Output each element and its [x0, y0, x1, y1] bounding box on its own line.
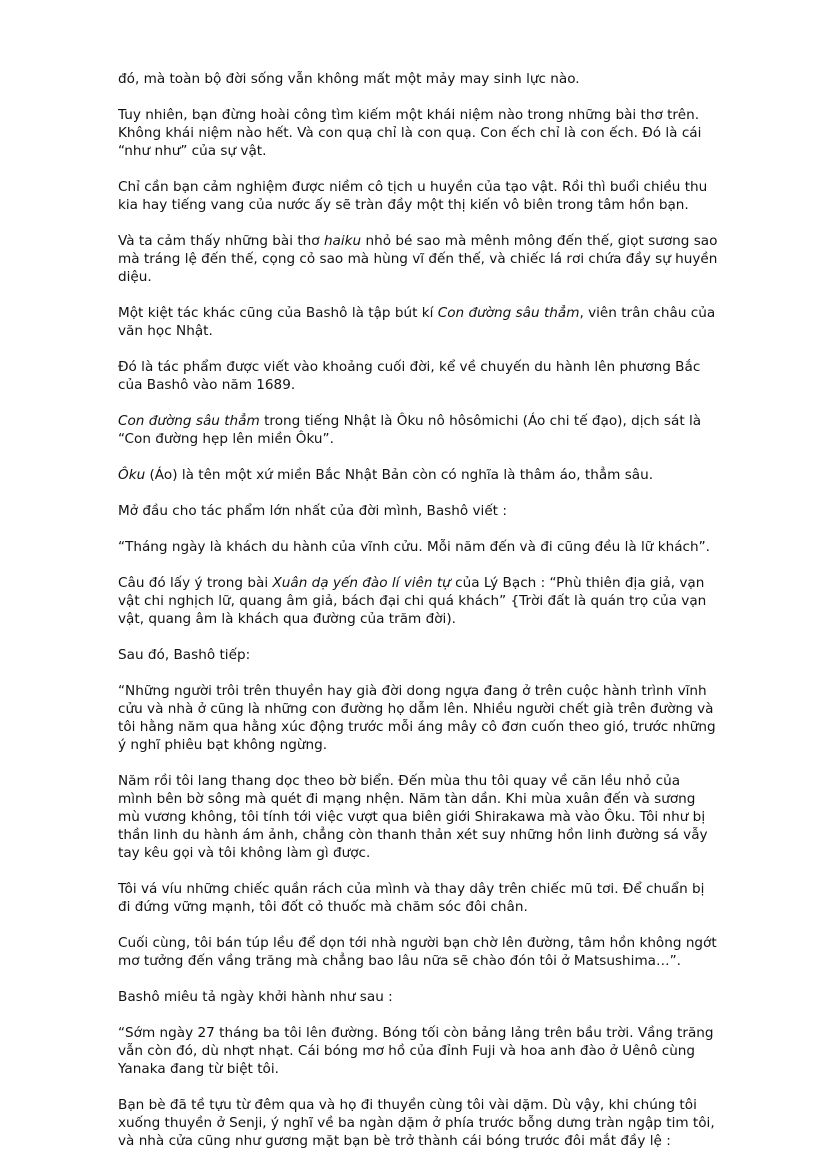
paragraph [118, 106, 718, 160]
text-run: đó, mà toàn bộ đời sống vẫn không mất một mảy may sinh lực nào. [118, 71, 580, 87]
text-run: Chỉ cần bạn cảm nghiệm được niềm cô tịch u huyền của tạo vật. Rồi thì buổi chiều thu kia hay tiếng vang của nước ấy sẽ tràn đầy một thị kiến vô biên trong tâm hồn bạn. [118, 179, 708, 213]
text-run: trong tiếng Nhật là Ôku nô hôsômichi (Áo chi tế đạo), dịch sát là “Con đường hẹp lên miền Ôku”. [118, 413, 702, 447]
text-run: nhỏ bé sao mà mênh mông đến thế, giọt sương sao mà tráng lệ đến thế, cọng cỏ sao mà hùng vĩ đến thế, và chiếc lá rơi chứa đầy sự huyền diệu. [118, 233, 718, 285]
italic-text: Ôku [118, 467, 146, 483]
text-run: Câu đó lấy ý trong bài [118, 575, 273, 591]
text-run: Tuy nhiên, bạn đừng hoài công tìm kiếm một khái niệm nào trong những bài thơ trên. Không khái niệm nào hết. Và con quạ chỉ là con quạ. Con ếch chỉ là con ếch. Đó là cái “như như” của sự vật. [118, 107, 702, 159]
italic-text: Con đường sâu thẳm [437, 305, 580, 321]
paragraph [118, 574, 718, 628]
paragraph [118, 538, 718, 556]
paragraph [118, 934, 718, 970]
text-run: của Lý Bạch : “Phù thiên địa giả, vạn vật chi nghịch lữ, quang âm giả, bách đại chi quá khách” {Trời đất là quán trọ của vạn vật, quang âm là khách qua đường của trăm đời). [118, 575, 707, 627]
paragraph [118, 880, 718, 916]
text-run: , viên trân châu của văn học Nhật. [118, 305, 716, 339]
paragraph [118, 412, 718, 448]
italic-text: Con đường sâu thẳm [118, 413, 260, 429]
paragraph [118, 988, 718, 1006]
paragraph [118, 178, 718, 214]
text-run: Năm rồi tôi lang thang dọc theo bờ biển. Đến mùa thu tôi quay về căn lều nhỏ của mình bên bờ sông mà quét đi mạng nhện. Năm tàn dần. Khi mùa xuân đến và sương mù vương không, tôi tính tới việc vượt qua biên giới Shirakawa mà vào Ôku. Tôi như bị thần linh du hành ám ảnh, chẳng còn thanh thản xét suy những hồn linh đường sá vẫy tay kêu gọi và tôi không làm gì được. [118, 773, 708, 861]
paragraph [118, 1024, 718, 1078]
paragraph [118, 1096, 718, 1150]
text-run: Cuối cùng, tôi bán túp lều để dọn tới nhà người bạn chờ lên đường, tâm hồn không ngớt mơ tưởng đến vầng trăng mà chẳng bao lâu nữa sẽ chào đón tôi ở Matsushima…”. [118, 935, 717, 969]
paragraph [118, 502, 718, 520]
paragraph [118, 70, 718, 88]
paragraph [118, 232, 718, 286]
document-page [118, 70, 718, 1168]
text-run: Đó là tác phẩm được viết vào khoảng cuối đời, kể về chuyến du hành lên phương Bắc của Bashô vào năm 1689. [118, 359, 701, 393]
text-run: Một kiệt tác khác cũng của Bashô là tập bút kí [118, 305, 438, 321]
italic-text: Xuân dạ yến đào lí viên tự [272, 575, 451, 591]
paragraph [118, 358, 718, 394]
paragraph [118, 466, 718, 484]
paragraph [118, 304, 718, 340]
text-run: “Những người trôi trên thuyền hay già đời dong ngựa đang ở trên cuộc hành trình vĩnh cửu và nhà ở cũng là những con đường họ dẫm lên. Nhiều người chết già trên đường và tôi hằng năm qua hằng xúc động trước mỗi áng mây cô đơn cuốn theo gió, trước những ý nghĩ phiêu bạt không ngừng. [118, 683, 716, 753]
italic-text: haiku [323, 233, 362, 249]
text-run: (Áo) là tên một xứ miền Bắc Nhật Bản còn có nghĩa là thâm áo, thẳm sâu. [145, 467, 654, 483]
paragraph [118, 682, 718, 754]
text-run: Và ta cảm thấy những bài thơ [118, 233, 324, 249]
paragraph [118, 772, 718, 862]
paragraph [118, 646, 718, 664]
text-run: “Tháng ngày là khách du hành của vĩnh cửu. Mỗi năm đến và đi cũng đều là lữ khách”. [118, 539, 710, 555]
text-run: “Sớm ngày 27 tháng ba tôi lên đường. Bóng tối còn bảng lảng trên bầu trời. Vầng trăng vẫn còn đó, dù nhợt nhạt. Cái bóng mơ hồ của đỉnh Fuji và hoa anh đào ở Uênô cùng Yanaka đang từ biệt tôi. [118, 1025, 714, 1077]
text-run: Bạn bè đã tề tựu từ đêm qua và họ đi thuyền cùng tôi vài dặm. Dù vậy, khi chúng tôi xuống thuyền ở Senji, ý nghĩ về ba ngàn dặm ở phía trước bỗng dưng tràn ngập tim tôi, và nhà cửa cũng như gương mặt bạn bè trở thành cái bóng trước đôi mắt đầy lệ : [118, 1097, 715, 1149]
text-run: Mở đầu cho tác phẩm lớn nhất của đời mình, Bashô viết : [118, 503, 507, 519]
text-run: Sau đó, Bashô tiếp: [118, 647, 251, 663]
text-run: Bashô miêu tả ngày khởi hành như sau : [118, 989, 393, 1005]
text-run: Tôi vá víu những chiếc quần rách của mình và thay dây trên chiếc mũ tơi. Để chuẩn bị đi đứng vững mạnh, tôi đốt cỏ thuốc mà chăm sóc đôi chân. [118, 881, 705, 915]
